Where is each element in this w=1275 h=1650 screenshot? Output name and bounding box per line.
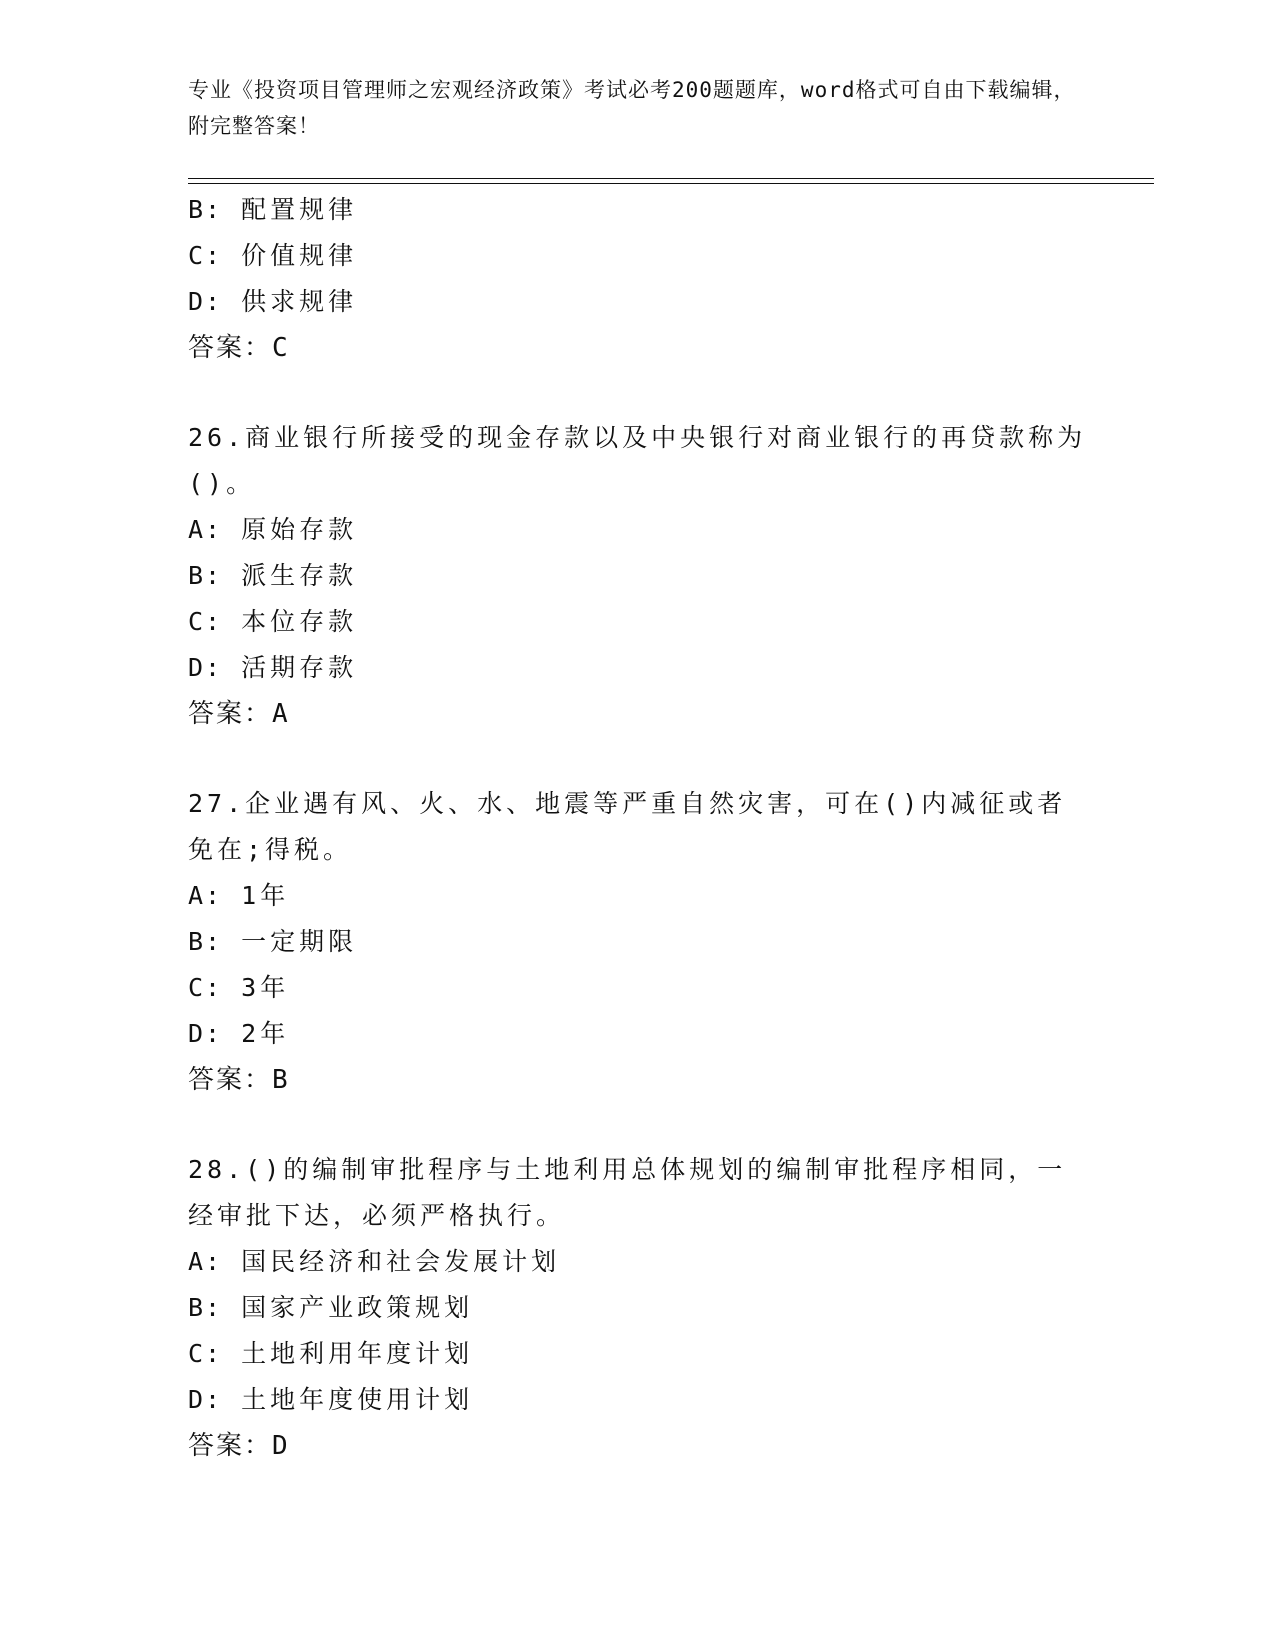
option-a [188,507,1088,553]
option-c [188,233,1088,279]
option-key: B: [188,561,223,590]
question-27 [188,781,1088,1103]
question-text: 26.商业银行所接受的现金存款以及中央银行对商业银行的再贷款称为()。 [188,423,1087,498]
option-text: 国民经济和社会发展计划 [241,1247,561,1276]
option-d [188,279,1088,325]
option-key: B: [188,927,223,956]
answer: 答案：D [188,1431,290,1461]
option-text: 一定期限 [241,927,358,956]
question-text: 27.企业遇有风、火、水、地震等严重自然灾害，可在()内减征或者免在;得税。 [188,789,1067,864]
option-key: C: [188,1339,223,1368]
question-26 [188,415,1088,737]
option-text: 2年 [241,1019,290,1048]
option-c [188,1331,1088,1377]
option-b [188,187,1088,233]
option-b [188,553,1088,599]
option-key: C: [188,241,223,270]
option-key: D: [188,287,223,316]
answer: 答案：C [188,333,290,363]
option-c [188,965,1088,1011]
answer: 答案：B [188,1065,290,1095]
question-text: 28.()的编制审批程序与土地利用总体规划的编制审批程序相同，一经审批下达，必须严格执行。 [188,1155,1067,1230]
option-b [188,919,1088,965]
option-key: C: [188,607,223,636]
option-key: A: [188,1247,223,1276]
option-text: 1年 [241,881,290,910]
option-text: 活期存款 [241,653,358,682]
option-a [188,1239,1088,1285]
answer: 答案：A [188,699,290,729]
option-d [188,645,1088,691]
header-divider [188,178,1154,184]
option-key: A: [188,515,223,544]
option-text: 土地利用年度计划 [241,1339,474,1368]
document-body [188,187,1088,1469]
option-text: 土地年度使用计划 [241,1385,474,1414]
option-text: 供求规律 [241,287,358,316]
option-key: B: [188,195,223,224]
option-key: B: [188,1293,223,1322]
option-text: 国家产业政策规划 [241,1293,474,1322]
option-key: A: [188,881,223,910]
question-25-continued [188,187,1088,371]
option-c [188,599,1088,645]
option-text: 原始存款 [241,515,358,544]
option-text: 3年 [241,973,290,1002]
option-key: D: [188,1019,223,1048]
option-text: 价值规律 [241,241,358,270]
option-text: 本位存款 [241,607,358,636]
option-text: 派生存款 [241,561,358,590]
option-key: D: [188,1385,223,1414]
option-d [188,1011,1088,1057]
option-d [188,1377,1088,1423]
option-text: 配置规律 [241,195,358,224]
option-key: D: [188,653,223,682]
option-b [188,1285,1088,1331]
document-header: 专业《投资项目管理师之宏观经济政策》考试必考200题题库，word格式可自由下载编辑，附完整答案！ [188,78,1076,138]
option-key: C: [188,973,223,1002]
question-28 [188,1147,1088,1469]
option-a [188,873,1088,919]
